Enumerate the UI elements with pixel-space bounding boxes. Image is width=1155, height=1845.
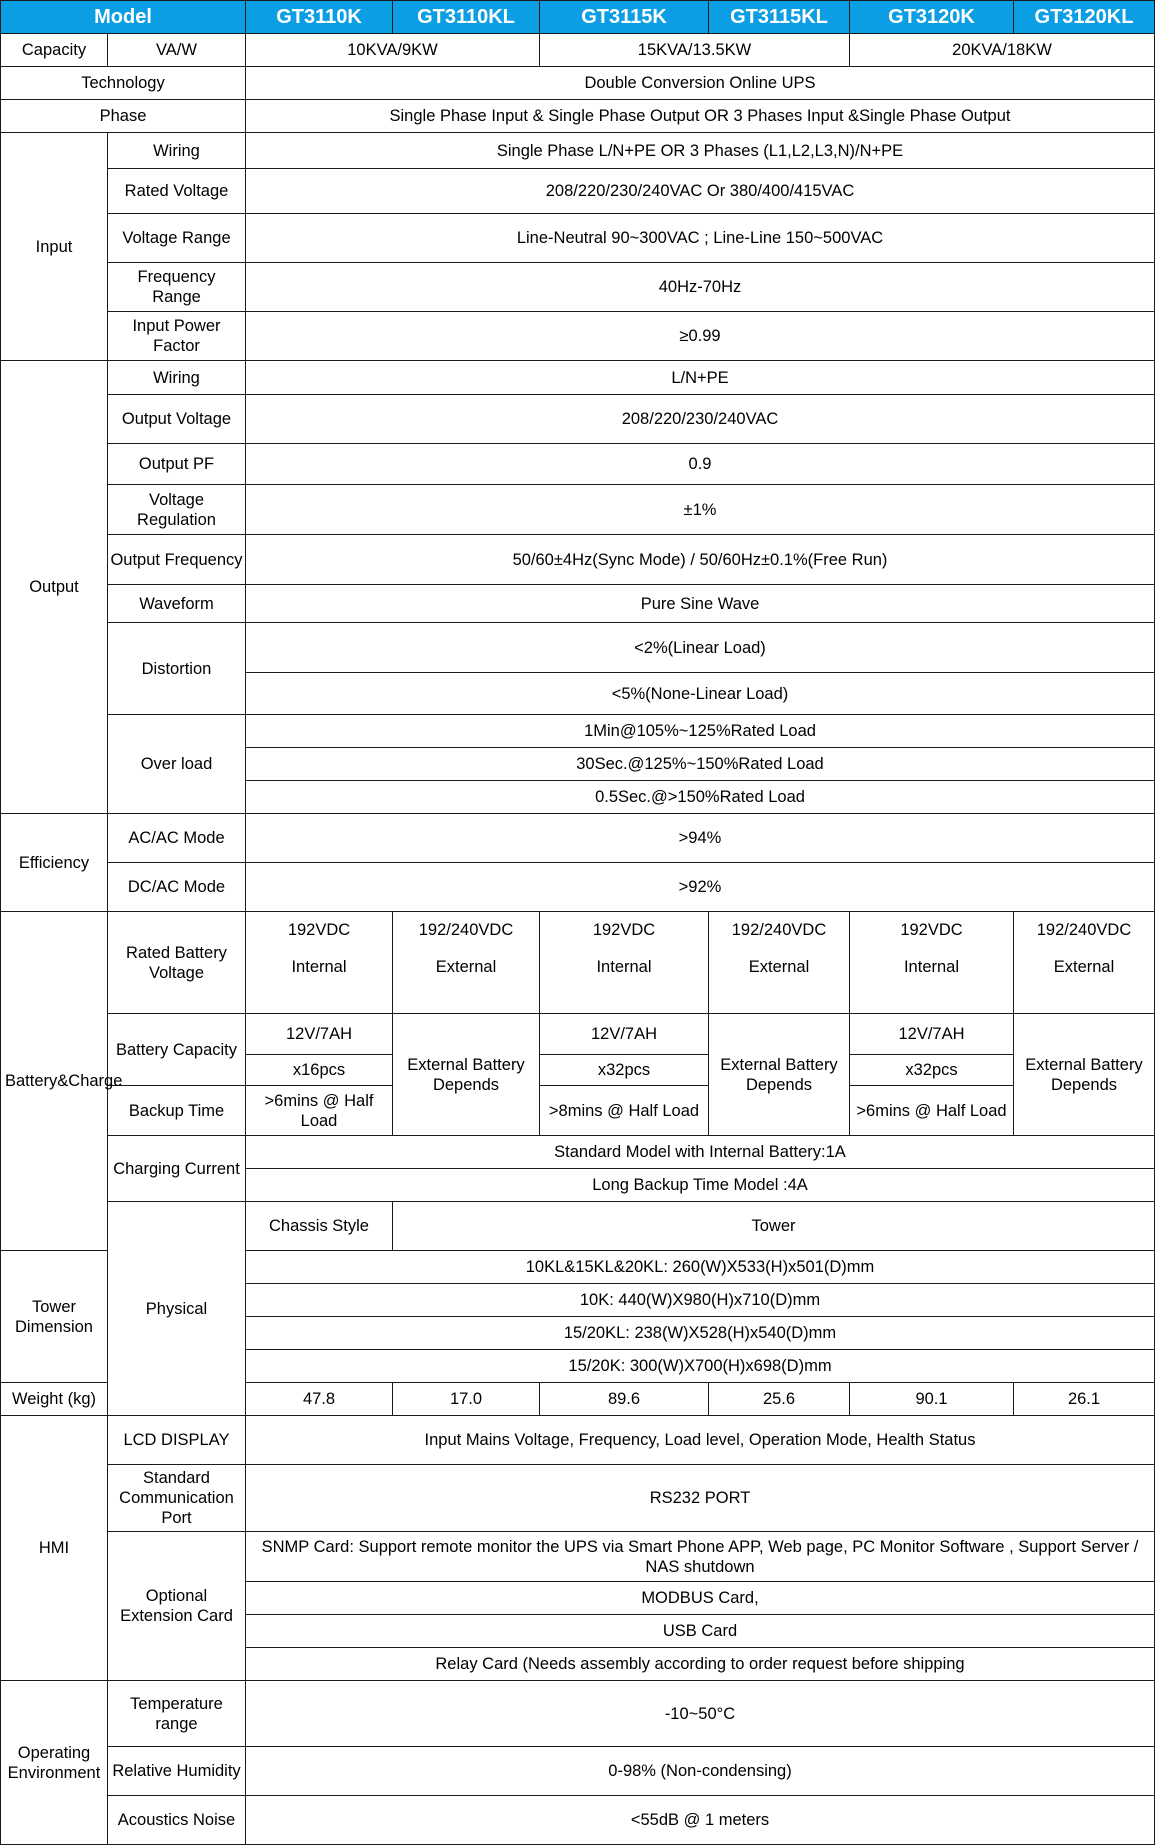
battery-voltage-gt3120k: 192VDC — [850, 912, 1014, 948]
physical-weight-label: Weight (kg) — [1, 1383, 108, 1416]
output-pf-row — [1, 444, 1155, 485]
env-humidity-label: Relative Humidity — [108, 1747, 246, 1796]
battery-spacer-cell — [1014, 986, 1155, 1014]
battery-group-label: Battery&Charge — [1, 912, 108, 1251]
model-gt3115kl: GT3115KL — [709, 1, 850, 34]
phase-value: Single Phase Input & Single Phase Output OR 3 Phases Input &Single Phase Output — [246, 100, 1155, 133]
model-gt3110k: GT3110K — [246, 1, 393, 34]
battery-ext-gt3110kl: External Battery Depends — [393, 1014, 540, 1136]
input-power-factor-value: ≥0.99 — [246, 312, 1155, 361]
battery-voltage-gt3110k: 192VDC — [246, 912, 393, 948]
hmi-group-label: HMI — [1, 1416, 108, 1681]
battery-charging-label: Charging Current — [108, 1136, 246, 1202]
capacity-15k: 15KVA/13.5KW — [540, 34, 850, 67]
env-group-label: Operating Environment — [1, 1681, 108, 1845]
output-overload-v2: 30Sec.@125%~150%Rated Load — [246, 748, 1155, 781]
model-gt3115k: GT3115K — [540, 1, 709, 34]
output-group-label: Output — [1, 361, 108, 814]
physical-chassis-value: Tower — [393, 1202, 1155, 1251]
efficiency-dcac-label: DC/AC Mode — [108, 863, 246, 912]
battery-backup-label: Backup Time — [108, 1086, 246, 1136]
weight-gt3120k: 90.1 — [850, 1383, 1014, 1416]
output-distortion-linear: <2%(Linear Load) — [246, 623, 1155, 673]
hmi-ext-label: Optional Extension Card — [108, 1532, 246, 1681]
battery-pcs-gt3110k: x16pcs — [246, 1055, 393, 1086]
hmi-lcd-label: LCD DISPLAY — [108, 1416, 246, 1465]
technology-label: Technology — [1, 67, 246, 100]
battery-spacer-cell — [393, 986, 540, 1014]
output-frequency-row — [1, 535, 1155, 585]
capacity-10k: 10KVA/9KW — [246, 34, 540, 67]
output-wiring-value: L/N+PE — [246, 361, 1155, 395]
physical-dimension-d2: 10K: 440(W)X980(H)x710(D)mm — [246, 1284, 1155, 1317]
hmi-modbus-value: MODBUS Card, — [246, 1582, 1155, 1615]
phase-row — [1, 100, 1155, 133]
header-row — [1, 1, 1155, 34]
capacity-label: Capacity — [1, 34, 108, 67]
env-humidity-value: 0-98% (Non-condensing) — [246, 1747, 1155, 1796]
output-waveform-label: Waveform — [108, 585, 246, 623]
efficiency-group-label: Efficiency — [1, 814, 108, 912]
model-gt3110kl: GT3110KL — [393, 1, 540, 34]
output-overload-label: Over load — [108, 715, 246, 814]
battery-pcs-gt3120k: x32pcs — [850, 1055, 1014, 1086]
battery-spacer-cell — [540, 986, 709, 1014]
weight-gt3110k: 47.8 — [246, 1383, 393, 1416]
input-voltage-range-value: Line-Neutral 90~300VAC ; Line-Line 150~500VAC — [246, 214, 1155, 263]
battery-type-gt3110k: Internal — [246, 948, 393, 986]
battery-voltage-gt3110kl: 192/240VDC — [393, 912, 540, 948]
hmi-comm-row — [1, 1465, 1155, 1532]
capacity-sub-label: VA/W — [108, 34, 246, 67]
output-pf-label: Output PF — [108, 444, 246, 485]
capacity-20k: 20KVA/18KW — [850, 34, 1155, 67]
input-voltage-range-label: Voltage Range — [108, 214, 246, 263]
weight-gt3110kl: 17.0 — [393, 1383, 540, 1416]
env-temperature-row — [1, 1681, 1155, 1747]
physical-chassis-row — [1, 1202, 1155, 1251]
battery-ext-gt3120kl: External Battery Depends — [1014, 1014, 1155, 1136]
battery-type-gt3115k: Internal — [540, 948, 709, 986]
battery-spacer-cell — [850, 986, 1014, 1014]
input-frequency-range-label: Frequency Range — [108, 263, 246, 312]
physical-dimension-d1: 10KL&15KL&20KL: 260(W)X533(H)x501(D)mm — [246, 1251, 1155, 1284]
battery-charging-long: Long Backup Time Model :4A — [246, 1169, 1155, 1202]
output-pf-value: 0.9 — [246, 444, 1155, 485]
weight-gt3115k: 89.6 — [540, 1383, 709, 1416]
output-regulation-row — [1, 485, 1155, 535]
efficiency-acac-value: >94% — [246, 814, 1155, 863]
battery-type-gt3110kl: External — [393, 948, 540, 986]
env-noise-row — [1, 1796, 1155, 1845]
battery-spacer-cell — [246, 986, 393, 1014]
battery-capacity-gt3115k: 12V/7AH — [540, 1014, 709, 1055]
battery-capacity-gt3110k: 12V/7AH — [246, 1014, 393, 1055]
input-rated-voltage-row — [1, 169, 1155, 214]
env-noise-value: <55dB @ 1 meters — [246, 1796, 1155, 1845]
capacity-row — [1, 34, 1155, 67]
battery-voltage-gt3115k: 192VDC — [540, 912, 709, 948]
output-distortion-label: Distortion — [108, 623, 246, 715]
output-voltage-row — [1, 395, 1155, 444]
battery-type-gt3120kl: External — [1014, 948, 1155, 986]
technology-value: Double Conversion Online UPS — [246, 67, 1155, 100]
output-distortion-row-1 — [1, 623, 1155, 673]
technology-row — [1, 67, 1155, 100]
env-humidity-row — [1, 1747, 1155, 1796]
weight-gt3115kl: 25.6 — [709, 1383, 850, 1416]
hmi-comm-label: Standard Communication Port — [108, 1465, 246, 1532]
output-voltage-label: Output Voltage — [108, 395, 246, 444]
efficiency-acac-label: AC/AC Mode — [108, 814, 246, 863]
output-waveform-value: Pure Sine Wave — [246, 585, 1155, 623]
input-wiring-value: Single Phase L/N+PE OR 3 Phases (L1,L2,L3,N)/N+PE — [246, 133, 1155, 169]
hmi-comm-value: RS232 PORT — [246, 1465, 1155, 1532]
phase-label: Phase — [1, 100, 246, 133]
efficiency-dcac-value: >92% — [246, 863, 1155, 912]
physical-dimension-d3: 15/20KL: 238(W)X528(H)x540(D)mm — [246, 1317, 1155, 1350]
efficiency-dcac-row — [1, 863, 1155, 912]
physical-group-label: Physical — [108, 1202, 246, 1416]
hmi-lcd-value: Input Mains Voltage, Frequency, Load level, Operation Mode, Health Status — [246, 1416, 1155, 1465]
output-voltage-value: 208/220/230/240VAC — [246, 395, 1155, 444]
output-waveform-row — [1, 585, 1155, 623]
battery-backup-gt3115k: >8mins @ Half Load — [540, 1086, 709, 1136]
output-frequency-label: Output Frequency — [108, 535, 246, 585]
hmi-lcd-row — [1, 1416, 1155, 1465]
env-temperature-value: -10~50°C — [246, 1681, 1155, 1747]
output-overload-v1: 1Min@105%~125%Rated Load — [246, 715, 1155, 748]
output-distortion-nonlinear: <5%(None-Linear Load) — [246, 673, 1155, 715]
input-voltage-range-row — [1, 214, 1155, 263]
battery-capacity-gt3120k: 12V/7AH — [850, 1014, 1014, 1055]
output-overload-v3: 0.5Sec.@>150%Rated Load — [246, 781, 1155, 814]
battery-voltage-row — [1, 912, 1155, 948]
efficiency-acac-row — [1, 814, 1155, 863]
battery-voltage-gt3115kl: 192/240VDC — [709, 912, 850, 948]
hmi-usb-value: USB Card — [246, 1615, 1155, 1648]
hmi-snmp-value: SNMP Card: Support remote monitor the UPS via Smart Phone APP, Web page, PC Monitor Software , Support Server / NAS shutdown — [246, 1532, 1155, 1582]
input-wiring-row — [1, 133, 1155, 169]
battery-voltage-gt3120kl: 192/240VDC — [1014, 912, 1155, 948]
battery-spacer-cell — [709, 986, 850, 1014]
weight-gt3120kl: 26.1 — [1014, 1383, 1155, 1416]
physical-chassis-label: Chassis Style — [246, 1202, 393, 1251]
input-group-label: Input — [1, 133, 108, 361]
battery-charging-row-1 — [1, 1136, 1155, 1169]
battery-charging-standard: Standard Model with Internal Battery:1A — [246, 1136, 1155, 1169]
input-power-factor-label: Input Power Factor — [108, 312, 246, 361]
output-regulation-value: ±1% — [246, 485, 1155, 535]
battery-backup-gt3120k: >6mins @ Half Load — [850, 1086, 1014, 1136]
output-overload-row-1 — [1, 715, 1155, 748]
output-regulation-label: Voltage Regulation — [108, 485, 246, 535]
battery-capacity-row-1 — [1, 1014, 1155, 1055]
battery-backup-gt3110k: >6mins @ Half Load — [246, 1086, 393, 1136]
output-wiring-label: Wiring — [108, 361, 246, 395]
output-wiring-row — [1, 361, 1155, 395]
input-power-factor-row — [1, 312, 1155, 361]
battery-rated-voltage-label: Rated Battery Voltage — [108, 912, 246, 1014]
hmi-relay-value: Relay Card (Needs assembly according to order request before shipping — [246, 1648, 1155, 1681]
input-rated-voltage-label: Rated Voltage — [108, 169, 246, 214]
battery-pcs-gt3115k: x32pcs — [540, 1055, 709, 1086]
battery-ext-gt3115kl: External Battery Depends — [709, 1014, 850, 1136]
physical-dimension-d4: 15/20K: 300(W)X700(H)x698(D)mm — [246, 1350, 1155, 1383]
battery-type-gt3115kl: External — [709, 948, 850, 986]
model-gt3120kl: GT3120KL — [1014, 1, 1155, 34]
battery-backup-row — [1, 1086, 1155, 1136]
output-frequency-value: 50/60±4Hz(Sync Mode) / 50/60Hz±0.1%(Free Run) — [246, 535, 1155, 585]
input-frequency-range-value: 40Hz-70Hz — [246, 263, 1155, 312]
model-header: Model — [1, 1, 246, 34]
input-frequency-range-row — [1, 263, 1155, 312]
hmi-snmp-row — [1, 1532, 1155, 1582]
battery-type-gt3120k: Internal — [850, 948, 1014, 986]
physical-dimension-label: Tower Dimension — [1, 1251, 108, 1383]
model-gt3120k: GT3120K — [850, 1, 1014, 34]
env-temperature-label: Temperature range — [108, 1681, 246, 1747]
input-rated-voltage-value: 208/220/230/240VAC Or 380/400/415VAC — [246, 169, 1155, 214]
battery-capacity-label: Battery Capacity — [108, 1014, 246, 1086]
env-noise-label: Acoustics Noise — [108, 1796, 246, 1845]
input-wiring-label: Wiring — [108, 133, 246, 169]
